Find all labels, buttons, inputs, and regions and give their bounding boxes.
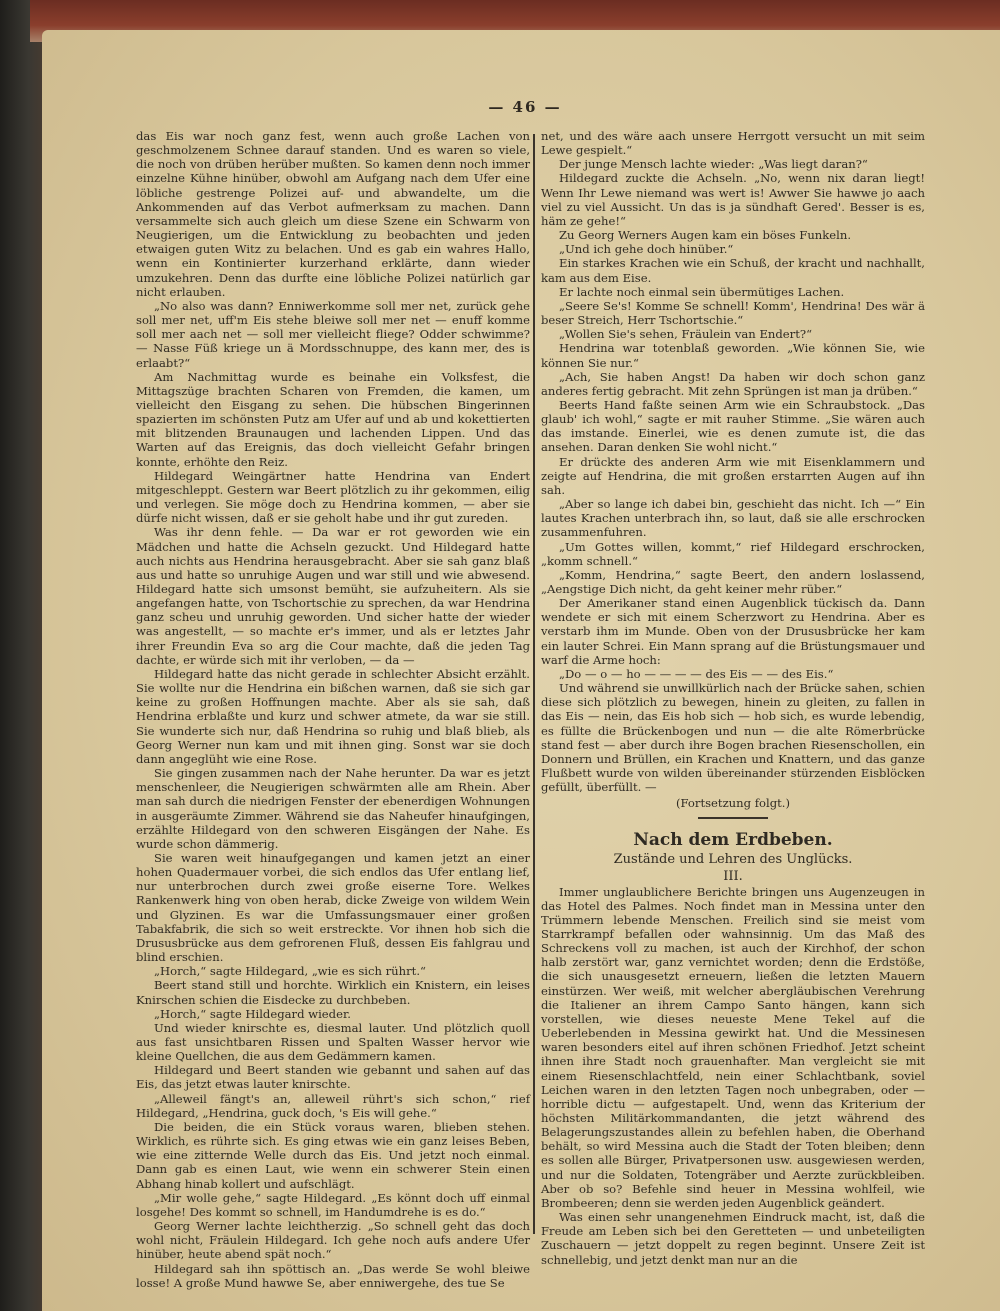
paragraph: „No also was dann? Enniwerkomme soll mer net, zurück gehe soll mer net, uff'm Eis stehe bleiwe soll mer net — enuff komme soll mer aach net — soll mer vielleicht fliege? Odder schwimme? — Nasse Füß kriege un ä Mordsschnuppe, des kann mer, des is erlaabt?“ (136, 298, 530, 370)
paragraph: „Mir wolle gehe,“ sagte Hildegard. „Es könnt doch uff einmal losgehe! Des kommt so schnell, im Handumdrehe is es do.“ (136, 1190, 530, 1219)
paragraph: Am Nachmittag wurde es beinahe ein Volksfest, die Mittagszüge brachten Scharen von Fremden, die kamen, um vielleicht den Eisgang zu sehen. Die hübschen Bingerinnen spazierten im schönsten Putz am Ufer auf und ab und kokettierten mit blitzenden Braunaugen und lachenden Lippen. Und das Warten auf das Ereignis, das doch vielleicht Gefahr bringen konnte, erhöhte den Reiz. (136, 369, 530, 469)
article-part-number: III. (723, 868, 743, 884)
book-binding (0, 0, 48, 1311)
paragraph: Hildegard und Beert standen wie gebannt und sahen auf das Eis, das jetzt etwas lauter knirschte. (136, 1063, 530, 1092)
paragraph: Und während sie unwillkürlich nach der Brücke sahen, schien diese sich plötzlich zu bewegen, hinein zu gleiten, zu fallen in das Eis — nein, das Eis hob sich — hob sich, es wurde lebendig, es füllte die Brückenbogen und nun — die alte Römerbrücke stand fest — aber durch ihre Bogen brachen Riesenschollen, ein Donnern und Brüllen, ein Krachen und Knattern, und das ganze Flußbett wurde von wilden übereinander stürzenden Eisblöcken gefüllt, überfüllt. — (541, 681, 926, 795)
left-column-story (136, 129, 530, 1290)
column-divider (533, 134, 535, 1234)
paragraph: net, und des wäre aach unsere Herrgott versucht un mit seim Lewe gespielt.“ (541, 129, 925, 158)
paragraph: Hendrina war totenblaß geworden. „Wie können Sie, wie können Sie nur.“ (541, 341, 925, 370)
paragraph: Hildegard Weingärtner hatte Hendrina van Endert mitgeschleppt. Gestern war Beert plötzlich zu ihr gekommen, eilig und verlegen. Sie möge doch zu Hendrina kommen, — aber sie dürfe nicht wissen, daß er sie geholt habe und ihr gut zureden. (136, 468, 530, 526)
paragraph: „Aber so lange ich dabei bin, geschieht das nicht. Ich —“ Ein lautes Krachen unterbrach ihn, so laut, daß sie alle erschrocken zusammenfuhren. (541, 497, 925, 540)
paragraph: Georg Werner lachte leichtherzig. „So schnell geht das doch wohl nicht, Fräulein Hildegard. Ich gehe noch aufs andere Ufer hinüber, heute abend spät noch.“ (136, 1219, 530, 1262)
paragraph: Immer unglaublichere Berichte bringen uns Augenzeugen in das Hotel des Palmes. Noch findet man in Messina unter den Trümmern lebende Menschen. Freilich sind sie meist vom Starrkrampf befallen oder wahnsinnig. Um das Maß des Schreckens voll zu machen, ist auch der Kirchhof, der schon halb zerstört war, ganz vernichtet worden; denn die Erdstöße, die sich unausgesetzt erneuern, ließen die letzten Mauern einstürzen. Wer weiß, mit welcher abergläubischen Verehrung die Italiener an ihrem Campo Santo hängen, kann sich vorstellen, wie dieses neueste Mene Tekel auf die Ueberlebenden in Messina gewirkt hat. Und die Messinesen waren besonders eitel auf ihren schönen Friedhof. Jetzt scheint ihnen ihre Stadt noch grauenhafter. Man vergleicht sie mit einem Riesenschlachtfeld, nein einer Schlachtbank, soviel Leichen waren in den letzten Tagen noch unbegraben, oder — horrible dictu — aufgestapelt. Und, wenn das Kriterium der höchsten Militärkommandanten, die jetzt während des Belagerungszustandes allein zu befehlen haben, die Oberhand behält, so wird Messina auch die Stadt der Toten bleiben; denn es sollen alle Bürger, Privatpersonen usw. ausgewiesen werden, und nur die Soldaten, Totengräber und Aerzte zurückbleiben. Aber ob so? Befehle sind heuer in Messina wohlfeil, wie Brombeeren; denn sie werden jeden Augenblick geändert. (541, 884, 925, 1210)
paragraph: Hildegard sah ihn spöttisch an. „Das werde Se wohl bleiwe losse! A große Mund hawwe Se, aber enniwergehe, des tue Se (136, 1261, 530, 1290)
paragraph: Hildegard hatte das nicht gerade in schlechter Absicht erzählt. Sie wollte nur die Hendrina ein bißchen warnen, daß sie sich gar keine zu großen Hoffnungen machte. Aber als sie sah, daß Hendrina erblaßte und kurz und schwer atmete, da war sie still. Sie wunderte sich nur, daß Hendrina so ruhig und blaß blieb, als Georg Werner nun kam und mit ihnen ging. Sonst war sie doch dann angeglüht wie eine Rose. (136, 666, 530, 766)
paragraph: Die beiden, die ein Stück voraus waren, blieben stehen. Wirklich, es rührte sich. Es ging etwas wie ein ganz leises Beben, wie eine zitternde Welle durch das Eis. Und jetzt noch einmal. Dann gab es einen Laut, wie wenn ein schwerer Stein einen Abhang hinab kollert und aufschlägt. (136, 1119, 530, 1191)
paragraph: Sie gingen zusammen nach der Nahe herunter. Da war es jetzt menschenleer, die Neugierigen schwärmten alle am Rhein. Aber man sah durch die niedrigen Fenster der ebenerdigen Wohnungen in ausgeräumte Zimmer. Während sie das Naheufer hinaufgingen, erzählte Hildegard von den schweren Eisgängen der Nahe. Es wurde schon dämmerig. (136, 766, 530, 851)
paragraph: Er lachte noch einmal sein übermütiges Lachen. (559, 284, 845, 299)
right-column (541, 129, 925, 1267)
paragraph: „Horch,“ sagte Hildegard, „wie es sich rührt.“ (154, 964, 426, 979)
paragraph: das Eis war noch ganz fest, wenn auch große Lachen von geschmolzenem Schnee darauf standen. Und es waren so viele, die noch von drüben herüber mußten. So kamen denn noch immer einzelne Kühne hinüber, obwohl am Aufgang nach dem Ufer eine löbliche gestrenge Polizei auf- und abwandelte, um die Ankommenden auf das Verbot aufmerksam zu machen. Dann versammelte sich auch gleich um diese Szene ein Schwarm von Neugierigen, um die Entwicklung zu beobachten und jeden etwaigen guten Witz zu belachen. Und es gab ein wahres Hallo, wenn ein Kontinierter kurzerhand erklärte, dann wieder umzukehren. Denn das durfte eine löbliche Polizei natürlich gar nicht erlauben. (136, 129, 530, 299)
article-title: Nach dem Erdbeben. (633, 829, 833, 850)
paragraph: „Alleweil fängt's an, alleweil rührt's sich schon,“ rief Hildegard, „Hendrina, guck doch, 's Eis will gehe.“ (136, 1091, 530, 1120)
section-divider (698, 817, 768, 819)
paragraph: „Um Gottes willen, kommt,“ rief Hildegard erschrocken, „komm schnell.“ (541, 539, 925, 568)
paragraph: Hildegard zuckte die Achseln. „No, wenn nix daran liegt! Wenn Ihr Lewe niemand was wert is! Awwer Sie hawwe jo aach viel zu viel Aussicht. Un das is ja sündhaft Gered'. Besser is es, häm ze gehe!“ (541, 171, 925, 228)
page-number: — 46 — (488, 98, 562, 116)
paragraph: Beerts Hand faßte seinen Arm wie ein Schraubstock. „Das glaub' ich wohl,“ sagte er mit rauher Stimme. „Sie wären auch das imstande. Einerlei, wie es denen zumute ist, die das ansehen. Daran denken Sie wohl nicht.“ (541, 397, 925, 455)
paragraph: „Horch,“ sagte Hildegard wieder. (154, 1006, 351, 1021)
article-body (541, 885, 925, 1267)
paragraph: Er drückte des anderen Arm wie mit Eisenklammern und zeigte auf Hendrina, die mit großen erstarrten Augen auf ihn sah. (541, 454, 925, 497)
paragraph: Was einen sehr unangenehmen Eindruck macht, ist, daß die Freude am Leben sich bei den Geretteten — und unbeteiligten Zuschauern — jetzt doppelt zu regen beginnt. Unsere Zeit ist schnellebig, und jetzt denkt man nur an die (541, 1210, 925, 1267)
paragraph: „Do — o — ho — — — — des Eis — — des Eis.“ (559, 666, 834, 681)
paragraph: Zu Georg Werners Augen kam ein böses Funkeln. (559, 228, 852, 243)
paragraph: „Ach, Sie haben Angst! Da haben wir doch schon ganz anderes fertig gebracht. Mit zehn Sprüngen ist man ja drüben.“ (541, 369, 925, 398)
right-column-story (541, 129, 925, 794)
continuation-note: (Fortsetzung folgt.) (675, 796, 790, 811)
paragraph: Beert stand still und horchte. Wirklich ein Knistern, ein leises Knirschen schien die Eisdecke zu durchbeben. (136, 978, 530, 1007)
paragraph: „Komm, Hendrina,“ sagte Beert, den andern loslassend, „Aengstige Dich nicht, da geht keiner mehr rüber.“ (541, 567, 925, 596)
paragraph: „Wollen Sie's sehen, Fräulein van Endert?“ (559, 327, 813, 342)
paragraph: Sie waren weit hinaufgegangen und kamen jetzt an einer hohen Quadermauer vorbei, die sich endlos das Ufer entlang lief, nur unterbrochen durch zwei große eiserne Tore. Welkes Rankenwerk hing von oben herab, dicke Zweige von wildem Wein und Glyzinen. Es war die Umfassungsmauer einer großen Tabakfabrik, die sich so weit erstreckte. Vor ihnen hob sich die Drususbrücke aus dem gefrorenen Fluß, dessen Eis fahlgrau und blind erschien. (136, 850, 530, 965)
paragraph: Ein starkes Krachen wie ein Schuß, der kracht und nachhallt, kam aus dem Eise. (541, 256, 925, 285)
article-subtitle: Zustände und Lehren des Unglücks. (613, 851, 853, 867)
paragraph: „Und ich gehe doch hinüber.“ (559, 242, 734, 257)
paragraph: Der Amerikaner stand einen Augenblick tückisch da. Dann wendete er sich mit einem Scherzwort zu Hendrina. Aber es verstarb ihm im Munde. Oben von der Drususbrücke her kam ein lauter Schrei. Ein Mann sprang auf die Brüstungsmauer und warf die Arme hoch: (541, 596, 925, 667)
paragraph: Was ihr denn fehle. — Da war er rot geworden wie ein Mädchen und hatte die Achseln gezuckt. Und Hildegard hatte auch nichts aus Hendrina herausgebracht. Aber sie sah ganz blaß aus und hatte so unruhige Augen und war still und wie abwesend. Hildegard hatte sich umsonst bemüht, sie aufzuheitern. Als sie angefangen hatte, von Tschortschie zu sprechen, da war Hendrina ganz scheu und unruhig geworden. Und sicher hatte der wieder was angestellt, — so machte er's immer, und als er letztes Jahr ihrer Freundin Eva so arg die Cour machte, daß die jeden Tag dachte, er würde sich mit ihr verloben, — da — (136, 525, 530, 667)
paragraph: „Seere Se's! Komme Se schnell! Komm', Hendrina! Des wär ä beser Streich, Herr Tschortschie.“ (541, 298, 925, 328)
paragraph: Der junge Mensch lachte wieder: „Was liegt daran?“ (559, 157, 868, 172)
paragraph: Und wieder knirschte es, diesmal lauter. Und plötzlich quoll aus fast unsichtbaren Rissen und Spalten Wasser hervor wie kleine Quellchen, die aus dem Gedämmern kamen. (136, 1020, 530, 1064)
